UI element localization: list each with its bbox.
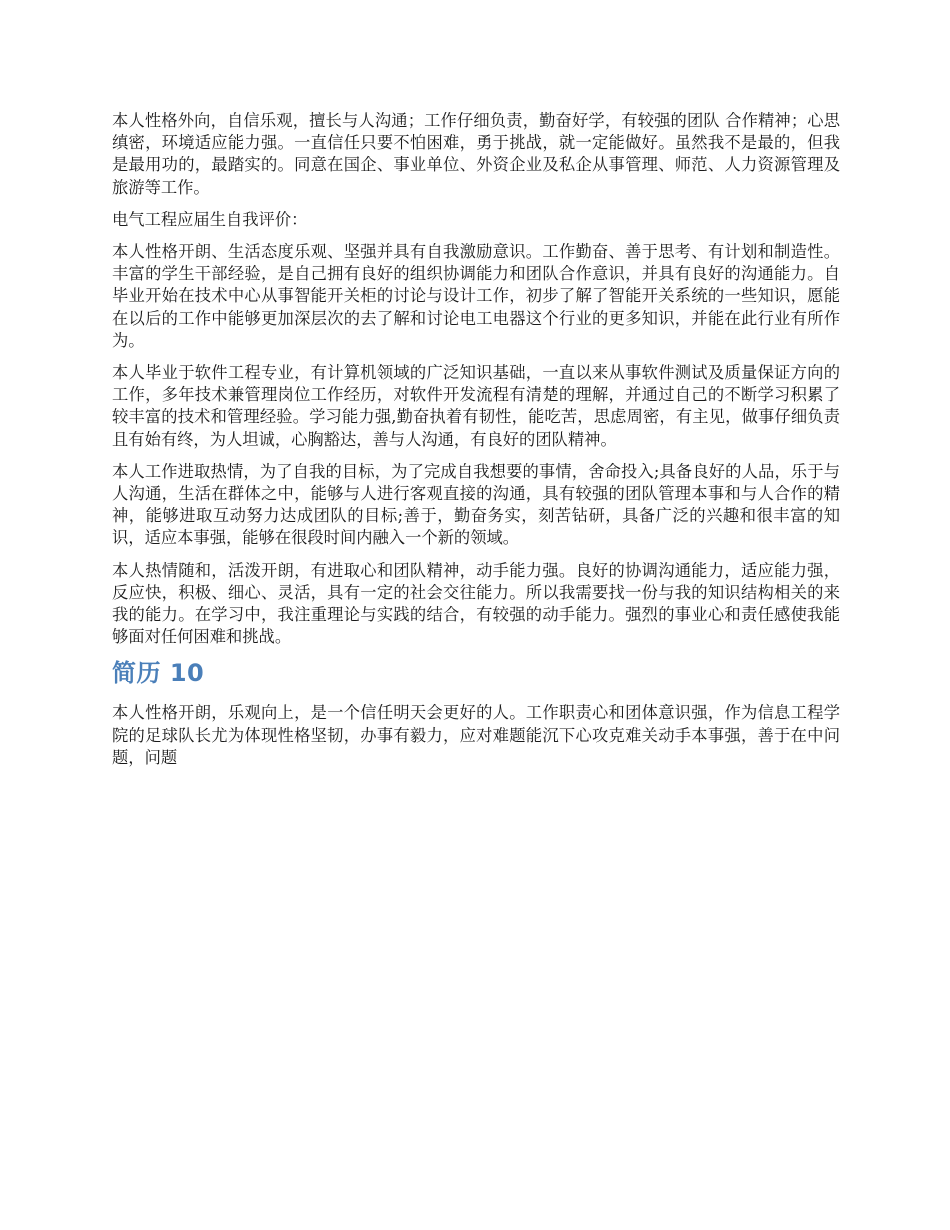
- section-heading-resume-10: 简历 10: [112, 659, 205, 688]
- paragraph-work-enthusiasm: 本人工作进取热情，为了自我的目标，为了完成自我想要的事情，舍命投入;具备良好的人品，乐于与人沟通，生活在群体之中，能够与人进行客观直接的沟通，具有较强的团队管理本事和与人合作的精神，能够进取互动努力达成团队的目标;善于，勤奋务实，刻苦钻研，具备广泛的兴趣和很丰富的知识，适应本事强，能够在很段时间内融入一个新的领域。: [112, 461, 840, 548]
- document-page: [112, 110, 840, 779]
- paragraph-resume-10-body: 本人性格开朗，乐观向上，是一个信任明天会更好的人。工作职责心和团体意识强，作为信息工程学院的足球队长尤为体现性格坚韧，办事有毅力，应对难题能沉下心攻克难关动手本事强，善于在中问题，问题: [112, 703, 840, 767]
- paragraph-software-engineering: 本人毕业于软件工程专业，有计算机领域的广泛知识基础，一直以来从事软件测试及质量保证方向的工作，多年技术兼管理岗位工作经历，对软件开发流程有清楚的理解，并通过自己的不断学习积累了较丰富的技术和管理经验。学习能力强,勤奋执着有韧性，能吃苦，思虑周密，有主见，做事仔细负责且有始有终，为人坦诚，心胸豁达，善与人沟通，有良好的团队精神。: [112, 363, 840, 449]
- paragraph-warm-lively: 本人热情随和，活泼开朗，有进取心和团队精神，动手能力强。良好的协调沟通能力，适应能力强，反应快，积极、细心、灵活，具有一定的社会交往能力。所以我需要找一份与我的知识结构相关的来我的能力。在学习中，我注重理论与实践的结合，有较强的动手能力。强烈的事业心和责任感使我能够面对任何困难和挑战。: [112, 560, 840, 647]
- paragraph-electrical-evaluation: 本人性格开朗、生活态度乐观、坚强并具有自我激励意识。工作勤奋、善于思考、有计划和制造性。丰富的学生干部经验，是自己拥有良好的组织协调能力和团队合作意识，并具有良好的沟通能力。自毕业开始在技术中心从事智能开关柜的讨论与设计工作，初步了解了智能开关系统的一些知识，愿能在以后的工作中能够更加深层次的去了解和讨论电工电器这个行业的更多知识，并能在此行业有所作为。: [112, 242, 840, 350]
- paragraph-personality-outgoing: 本人性格外向，自信乐观，擅长与人沟通；工作仔细负责，勤奋好学，有较强的团队 合作精神；心思缜密，环境适应能力强。一直信任只要不怕困难，勇于挑战，就一定能做好。虽然我不是最的，但我是最用功的，最踏实的。同意在国企、事业单位、外资企业及私企从事管理、师范、人力资源管理及旅游等工作。: [112, 111, 840, 197]
- paragraph-electrical-label: 电气工程应届生自我评价：: [112, 209, 308, 229]
